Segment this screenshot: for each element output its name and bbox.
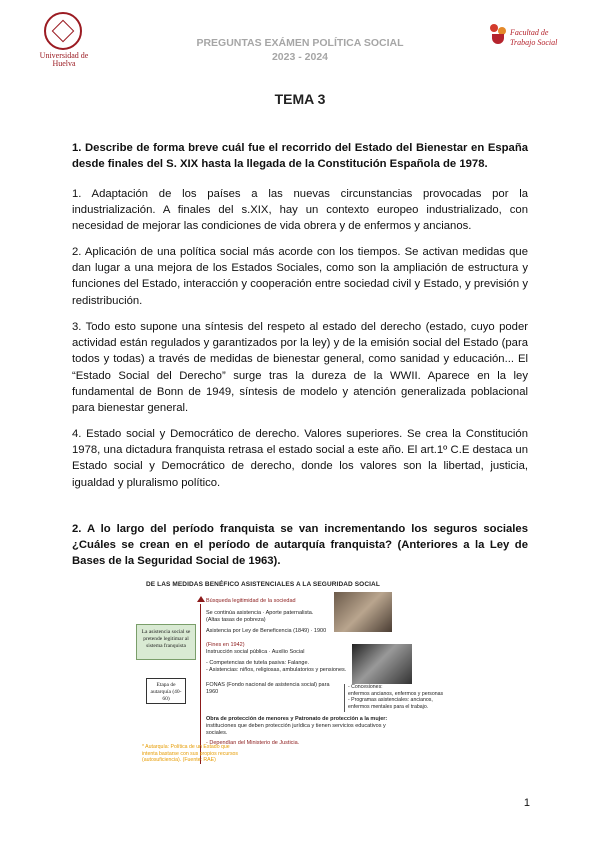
- document-header-title: PREGUNTAS EXÁMEN POLÍTICA SOCIAL: [196, 37, 404, 49]
- crest-icon: [44, 12, 82, 50]
- figure-item: (Fines en 1942): [206, 642, 245, 648]
- page-title: TEMA 3: [274, 91, 326, 107]
- figure-item: Se continúa asistencia · Aporte paternalista.: [206, 610, 314, 616]
- figure-item: - Dependían del Ministerio de Justicia.: [206, 740, 300, 746]
- figure-item: Instrucción social pública · Auxilio Social: [206, 649, 305, 655]
- faculty-logo: [488, 22, 578, 52]
- figure-title: DE LAS MEDIDAS BENÉFICO ASISTENCIALES A LA SEGURIDAD SOCIAL: [146, 581, 380, 588]
- faculty-logo-line1: Facultad de: [510, 28, 549, 37]
- figure-item: - Competencias de tutela pasiva: Falange.: [206, 660, 310, 666]
- answer-1-paragraph-3: 3. Todo esto supone una síntesis del respeto al estado del derecho (estado, cuyo poder actividad están regulados y garantizados por la ley) y de la emisión social del Estado (para todos y todas) a través de medidas de bienestar general, como sanidad y educación... El “Estado Social del Derecho” surge tras la dureza de la WWII. Aparece en la ley fundamental de Bonn de 1949, síntesis de modelo y atención generalizada poblacional para bienestar general.: [72, 321, 528, 415]
- concesiones-line: enfermos ancianos, enfermos y personas: [348, 690, 444, 697]
- figure-item: instituciones que deben protección jurídica y tienen servicios educativos y: [206, 723, 386, 729]
- faculty-logo-line2: Trabajo Social: [510, 38, 558, 47]
- green-box: La asistencia social se pretende legitimar al sistema franquista: [136, 624, 196, 660]
- university-logo-text: Universidad de Huelva: [39, 51, 89, 68]
- document-header-year: 2023 - 2024: [271, 51, 329, 63]
- page-number: 1: [523, 797, 530, 809]
- concesiones-box: [344, 684, 462, 712]
- footnote-line: intenta bastarse con sus propios recursos: [142, 750, 239, 757]
- figure-item: sociales.: [206, 730, 228, 736]
- figure-item: FONAS (Fondo nacional de asistencia social) para: [206, 682, 330, 688]
- footnote-line: * Autarquía: Política de un Estado que: [142, 744, 230, 750]
- historic-photo-1: [334, 592, 392, 632]
- figure-item: Obra de protección de menores y Patronato de protección a la mujer:: [206, 716, 388, 722]
- answer-1-paragraph-4: 4. Estado social y Democrático de derecho. Valores superiores. Se crea la Constitución 1978, una dictadura franquista retrasa el estado social a este año. El art.1º C.E destaca un Estado social y Democrático de derecho, donde los valores son la libertad, justicia, igualdad y pluralismo político.: [72, 428, 528, 489]
- arrow-up-icon: [197, 596, 205, 602]
- figure-item: Búsqueda legitimidad de la sociedad: [206, 598, 296, 604]
- concesiones-line: - Concesiones:: [348, 684, 383, 690]
- university-logo: [36, 12, 92, 68]
- concesiones-line: enfermos mentales para el trabajo.: [348, 703, 429, 710]
- question-1-title: 1. Describe de forma breve cuál fue el recorrido del Estado del Bienestar en España desde finales del S. XIX hasta la llegada de la Constitución Española de 1978.: [72, 142, 528, 170]
- autarquia-footnote: [142, 744, 272, 764]
- etapa-box: Etapa de autarquía (40-60): [146, 678, 186, 704]
- figure-item: (Altas tasas de pobreza): [206, 617, 266, 623]
- diagram-figure: [136, 576, 464, 772]
- historic-photo-2: [352, 644, 412, 684]
- figure-item-link: Asistencia por Ley de Beneficencia (1849) · 1900: [206, 628, 327, 634]
- figure-item: 1960: [206, 689, 219, 695]
- people-icon: [488, 24, 508, 46]
- concesiones-line: - Programas asistenciales: ancianos,: [348, 697, 433, 703]
- question-2-title: 2. A lo largo del período franquista se van incrementando los seguros sociales ¿Cuáles se crean en el período de autarquía franquista? (Anteriores a la Ley de Bases de la Seguridad Social de 1963).: [72, 523, 528, 567]
- figure-item: - Asistencias: niños, religiosas, ambulatorios y pensiones.: [206, 667, 347, 673]
- answer-1-paragraph-1: 1. Adaptación de los países a las nuevas circunstancias provocadas por la industrialización. A finales del s.XIX, hay un contexto europeo industrializado, con necesidad de mejorar las condiciones de vida obrera y de enfermos y ancianos.: [72, 188, 528, 233]
- footnote-line: (autosuficiencia). (Fuente: RAE): [142, 757, 216, 763]
- answer-1-paragraph-2: 2. Aplicación de una política social más acorde con los tiempos. Se activan medidas que dan lugar a una mejora de los Estados Sociales, como son la ampliación de estructura y funciones del Estado, interacción y cooperación entre sociedad civil y Estado, y previsión y redistribución.: [72, 246, 528, 307]
